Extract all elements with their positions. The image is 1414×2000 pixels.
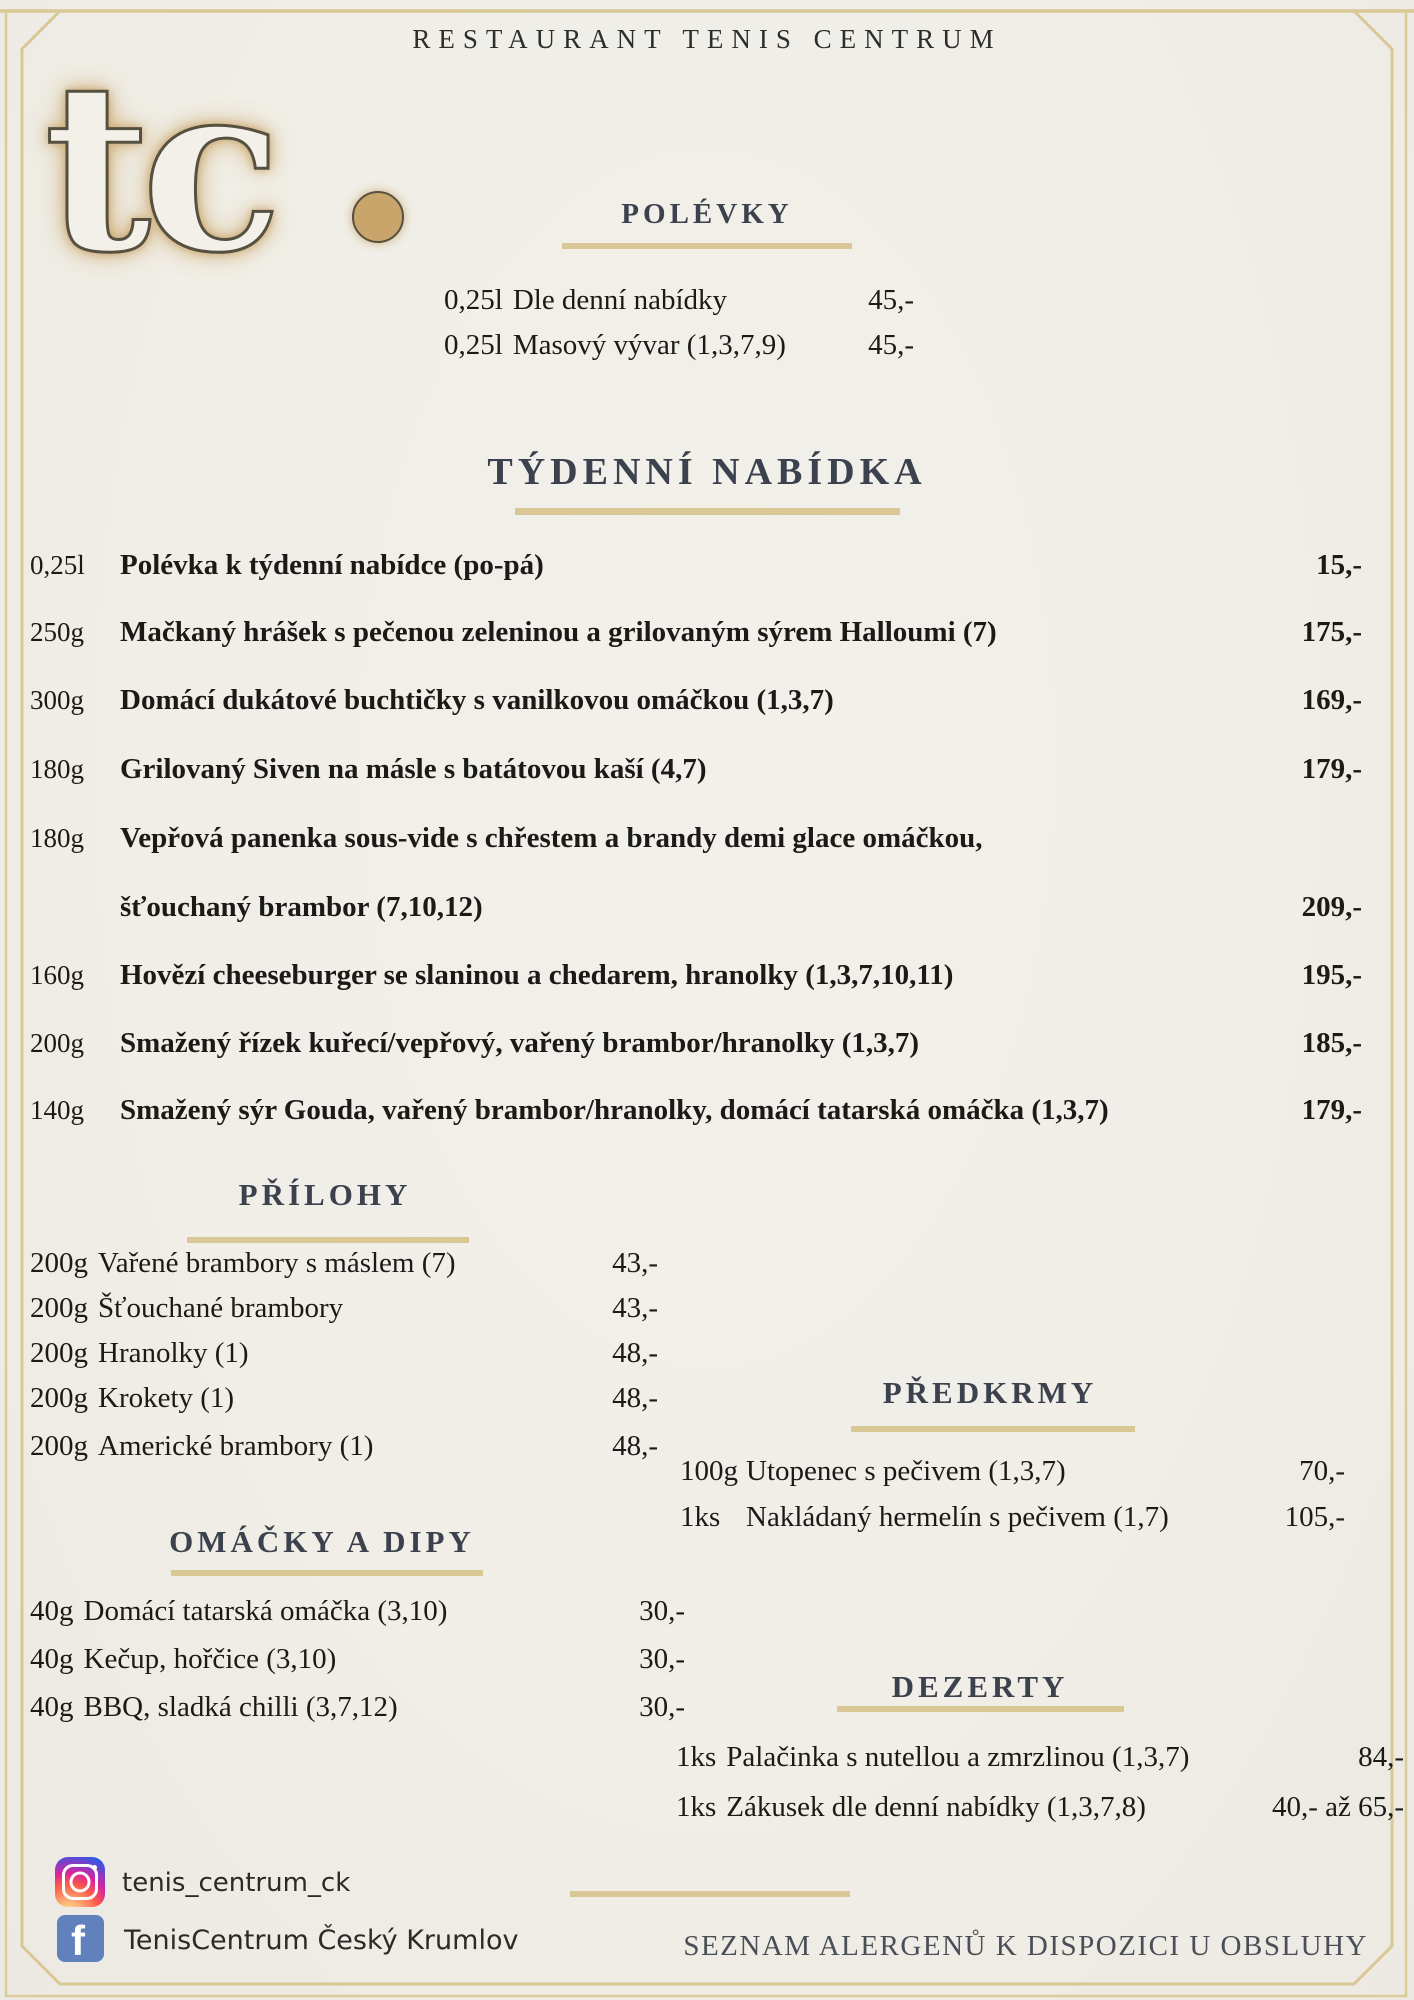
item-name: Hranolky (1) (98, 1337, 249, 1369)
item-name: Utopenec s pečivem (1,3,7) (746, 1455, 1066, 1487)
section-title-prilohy: PŘÍLOHY (238, 1177, 412, 1212)
menu-item (30, 1643, 685, 1676)
menu-item (30, 959, 1362, 992)
item-portion: 200g (30, 1382, 88, 1414)
instagram-icon-dot (92, 1865, 97, 1870)
item-name: Masový vývar (1,3,7,9) (512, 329, 786, 361)
item-name: Domácí dukátové buchtičky s vanilkovou omáčkou (1,3,7) (120, 684, 834, 716)
menu-item (30, 822, 1362, 855)
item-price: 185,- (1301, 1027, 1362, 1059)
menu-item (30, 1691, 685, 1724)
item-price: 209,- (1301, 891, 1362, 923)
item-name: Šťouchané brambory (98, 1292, 344, 1324)
menu-item (30, 1430, 658, 1463)
item-name: Zákusek dle denní nabídky (1,3,7,8) (726, 1791, 1146, 1823)
item-name: Smažený řízek kuřecí/vepřový, vařený brambor/hranolky (1,3,7) (120, 1027, 920, 1059)
item-price: 30,- (639, 1691, 685, 1723)
section-underline (562, 243, 852, 249)
item-name: Smažený sýr Gouda, vařený brambor/hranolky, domácí tatarská omáčka (1,3,7) (120, 1094, 1109, 1126)
item-name: Nakládaný hermelín s pečivem (1,7) (746, 1501, 1169, 1533)
menu-item (30, 684, 1362, 717)
item-price: 30,- (639, 1595, 685, 1627)
facebook-icon-glyph: f (71, 1917, 85, 1962)
section-underline (837, 1706, 1124, 1712)
item-portion: 180g (30, 823, 84, 853)
menu-item (30, 1094, 1362, 1127)
item-price: 45,- (868, 284, 914, 316)
item-price: 48,- (612, 1382, 658, 1414)
item-portion: 1ks (676, 1741, 717, 1773)
menu-item (676, 1741, 1404, 1774)
item-price: 175,- (1301, 616, 1362, 648)
footer-divider (570, 1891, 850, 1897)
section-underline (187, 1237, 469, 1243)
facebook-page-name: TenisCentrum Český Krumlov (124, 1925, 519, 1956)
item-portion: 40g (30, 1595, 74, 1627)
item-portion: 200g (30, 1430, 88, 1462)
section-title-predkrmy: PŘEDKRMY (882, 1375, 1098, 1410)
item-name: Kečup, hořčice (3,10) (83, 1643, 337, 1675)
item-portion: 40g (30, 1643, 74, 1675)
menu-item (30, 1337, 658, 1370)
section-underline (851, 1426, 1135, 1432)
item-portion: 200g (30, 1337, 88, 1369)
menu-item (680, 1455, 1345, 1488)
item-price: 179,- (1301, 753, 1362, 785)
item-portion: 0,25l (444, 284, 503, 316)
item-name: Mačkaný hrášek s pečenou zeleninou a grilovaným sýrem Halloumi (7) (120, 616, 997, 648)
menu-item (30, 1292, 658, 1325)
item-portion: 100g (680, 1455, 738, 1487)
menu-item (444, 284, 914, 317)
section-underline (171, 1570, 483, 1576)
item-name: Domácí tatarská omáčka (3,10) (83, 1595, 448, 1627)
item-portion: 0,25l (30, 550, 85, 580)
menu-item (30, 1595, 685, 1628)
item-name: Krokety (1) (98, 1382, 235, 1414)
item-portion: 0,25l (444, 329, 503, 361)
item-name: Polévka k týdenní nabídce (po-pá) (120, 549, 544, 581)
section-title-polevky: POLÉVKY (621, 198, 793, 230)
item-price: 179,- (1301, 1094, 1362, 1126)
item-name: šťouchaný brambor (7,10,12) (120, 891, 483, 923)
item-portion: 1ks (676, 1791, 717, 1823)
item-price: 70,- (1299, 1455, 1345, 1487)
menu-item (30, 1247, 658, 1280)
tc-logo: tc (44, 31, 273, 304)
menu-item (30, 1382, 658, 1415)
item-price: 169,- (1301, 684, 1362, 716)
item-name: BBQ, sladká chilli (3,7,12) (83, 1691, 398, 1723)
item-portion: 1ks (680, 1501, 721, 1533)
item-price: 105,- (1284, 1501, 1345, 1533)
section-title-tydenni-nabidka: TÝDENNÍ NABÍDKA (487, 451, 927, 493)
menu-item (444, 329, 914, 362)
section-underline (515, 508, 900, 515)
section-title-omacky-a-dipy: OMÁČKY A DIPY (169, 1524, 475, 1559)
item-portion: 250g (30, 617, 84, 647)
item-name: Dle denní nabídky (512, 284, 728, 316)
item-price: 15,- (1316, 549, 1362, 581)
menu-item (680, 1501, 1345, 1534)
item-portion: 160g (30, 960, 84, 990)
item-name: Grilovaný Siven na másle s batátovou kaší (4,7) (120, 753, 707, 785)
menu-item (30, 549, 1362, 582)
item-portion: 140g (30, 1095, 84, 1125)
item-price: 48,- (612, 1430, 658, 1462)
allergen-note: SEZNAM ALERGENŮ K DISPOZICI U OBSLUHY (683, 1930, 1368, 1962)
item-name: Vařené brambory s máslem (7) (98, 1247, 456, 1279)
facebook-icon (57, 1915, 104, 1962)
item-portion: 40g (30, 1691, 74, 1723)
item-price: 195,- (1301, 959, 1362, 991)
item-name: Vepřová panenka sous-vide s chřestem a brandy demi glace omáčkou, (120, 822, 983, 854)
item-portion: 200g (30, 1028, 84, 1058)
menu-item (30, 753, 1362, 786)
item-portion: 200g (30, 1247, 88, 1279)
item-price: 30,- (639, 1643, 685, 1675)
item-portion: 180g (30, 754, 84, 784)
item-price: 40,- až 65,- (1271, 1791, 1404, 1823)
item-price: 48,- (612, 1337, 658, 1369)
item-price: 43,- (612, 1292, 658, 1324)
instagram-icon (55, 1857, 105, 1907)
section-title-dezerty: DEZERTY (891, 1669, 1069, 1704)
item-name: Americké brambory (1) (98, 1430, 374, 1462)
instagram-icon-lens (70, 1872, 91, 1893)
menu-item (30, 1027, 1362, 1060)
item-price: 45,- (868, 329, 914, 361)
item-price: 43,- (612, 1247, 658, 1279)
item-name: Hovězí cheeseburger se slaninou a chedarem, hranolky (1,3,7,10,11) (120, 959, 954, 991)
menu-item (30, 616, 1362, 649)
instagram-handle: tenis_centrum_ck (122, 1868, 351, 1898)
item-portion: 300g (30, 685, 84, 715)
item-price: 84,- (1358, 1741, 1404, 1773)
menu-item (676, 1791, 1404, 1824)
item-name: Palačinka s nutellou a zmrzlinou (1,3,7) (726, 1741, 1190, 1773)
item-portion: 200g (30, 1292, 88, 1324)
restaurant-name: RESTAURANT TENIS CENTRUM (412, 24, 1002, 54)
menu-item (30, 891, 1362, 924)
